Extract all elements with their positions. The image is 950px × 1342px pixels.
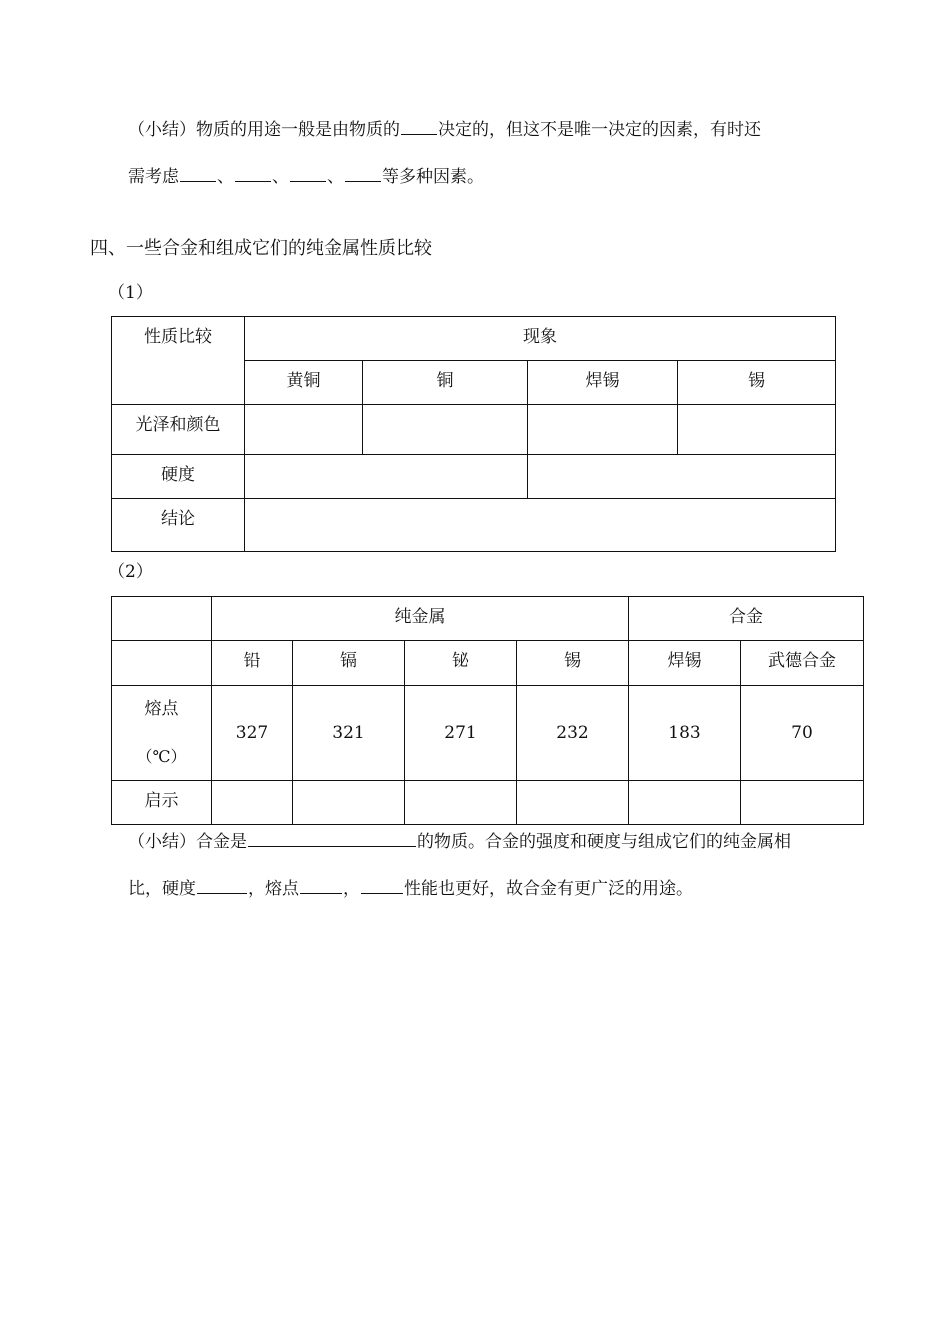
table2-row-melting-label: 熔点 [144, 699, 179, 719]
part1-label: （1） [108, 283, 153, 303]
blank-hardness[interactable] [197, 876, 247, 894]
table2-col-bismuth: 铋 [405, 641, 517, 686]
summary1-text-a: （小结）物质的用途一般是由物质的 [128, 120, 400, 140]
table1-col-solder: 焊锡 [528, 361, 678, 405]
table1-row-luster: 光泽和颜色 [112, 405, 245, 455]
table2-row-melting [112, 686, 212, 781]
summary2-text-e: ， [343, 879, 360, 899]
summary2-text-c: 比，硬度 [128, 879, 196, 899]
summary2-line2 [128, 874, 693, 899]
table1-corner: 性质比较 [112, 317, 245, 405]
summary1-line2 [128, 162, 484, 187]
summary1-line1 [128, 115, 761, 140]
melting-point-lead: 327 [212, 686, 293, 781]
part2-label: （2） [108, 562, 153, 582]
melting-point-wood-metal: 70 [741, 686, 864, 781]
table2-cell[interactable] [741, 781, 864, 825]
blank-factor-3[interactable] [290, 164, 326, 182]
table2-cell[interactable] [629, 781, 741, 825]
table2-col-solder: 焊锡 [629, 641, 741, 686]
blank-factor-1[interactable] [180, 164, 216, 182]
table1-cell[interactable] [363, 405, 528, 455]
table1-col-brass: 黄铜 [245, 361, 363, 405]
table1-cell[interactable] [245, 455, 528, 499]
table1-cell[interactable] [528, 405, 678, 455]
summary2-text-f: 性能也更好，故合金有更广泛的用途。 [404, 879, 693, 899]
table1-col-tin: 锡 [678, 361, 836, 405]
table2-col-wood-metal: 武德合金 [741, 641, 864, 686]
melting-point-table [111, 596, 864, 825]
separator: 、 [217, 167, 234, 187]
table2-cell[interactable] [212, 781, 293, 825]
table2-cell[interactable] [517, 781, 629, 825]
table2-col-cadmium: 镉 [293, 641, 405, 686]
table1-row-hardness: 硬度 [112, 455, 245, 499]
section-heading: 四、一些合金和组成它们的纯金属性质比较 [90, 238, 432, 259]
property-comparison-table [111, 316, 836, 552]
table1-row-conclusion: 结论 [112, 499, 245, 552]
table1-cell[interactable] [678, 405, 836, 455]
table1-group-header: 现象 [245, 317, 836, 361]
summary1-text-b: 决定的，但这不是唯一决定的因素，有时还 [438, 120, 761, 140]
table1-col-copper: 铜 [363, 361, 528, 405]
blank-property[interactable] [401, 117, 437, 135]
table2-corner-2 [112, 641, 212, 686]
table2-col-tin: 锡 [517, 641, 629, 686]
blank-property[interactable] [361, 876, 403, 894]
table2-row-melting-unit: （℃） [136, 747, 187, 766]
separator: 、 [327, 167, 344, 187]
blank-alloy-definition[interactable] [248, 829, 416, 847]
summary2-text-a: （小结）合金是 [128, 832, 247, 852]
blank-melting-point[interactable] [300, 876, 342, 894]
table1-cell[interactable] [528, 455, 836, 499]
summary1-text-d: 等多种因素。 [382, 167, 484, 187]
melting-point-bismuth: 271 [405, 686, 517, 781]
blank-factor-4[interactable] [345, 164, 381, 182]
melting-point-tin: 232 [517, 686, 629, 781]
table2-group-pure: 纯金属 [212, 597, 629, 641]
table2-cell[interactable] [293, 781, 405, 825]
separator: 、 [272, 167, 289, 187]
summary2-line1 [128, 827, 791, 852]
table2-row-hint: 启示 [112, 781, 212, 825]
table2-col-lead: 铅 [212, 641, 293, 686]
table1-cell[interactable] [245, 405, 363, 455]
table2-corner [112, 597, 212, 641]
table1-cell[interactable] [245, 499, 836, 552]
table2-group-alloy: 合金 [629, 597, 864, 641]
melting-point-cadmium: 321 [293, 686, 405, 781]
summary2-text-b: 的物质。合金的强度和硬度与组成它们的纯金属相 [417, 832, 791, 852]
melting-point-solder: 183 [629, 686, 741, 781]
summary1-text-c: 需考虑 [128, 167, 179, 187]
blank-factor-2[interactable] [235, 164, 271, 182]
summary2-text-d: ，熔点 [248, 879, 299, 899]
table2-cell[interactable] [405, 781, 517, 825]
